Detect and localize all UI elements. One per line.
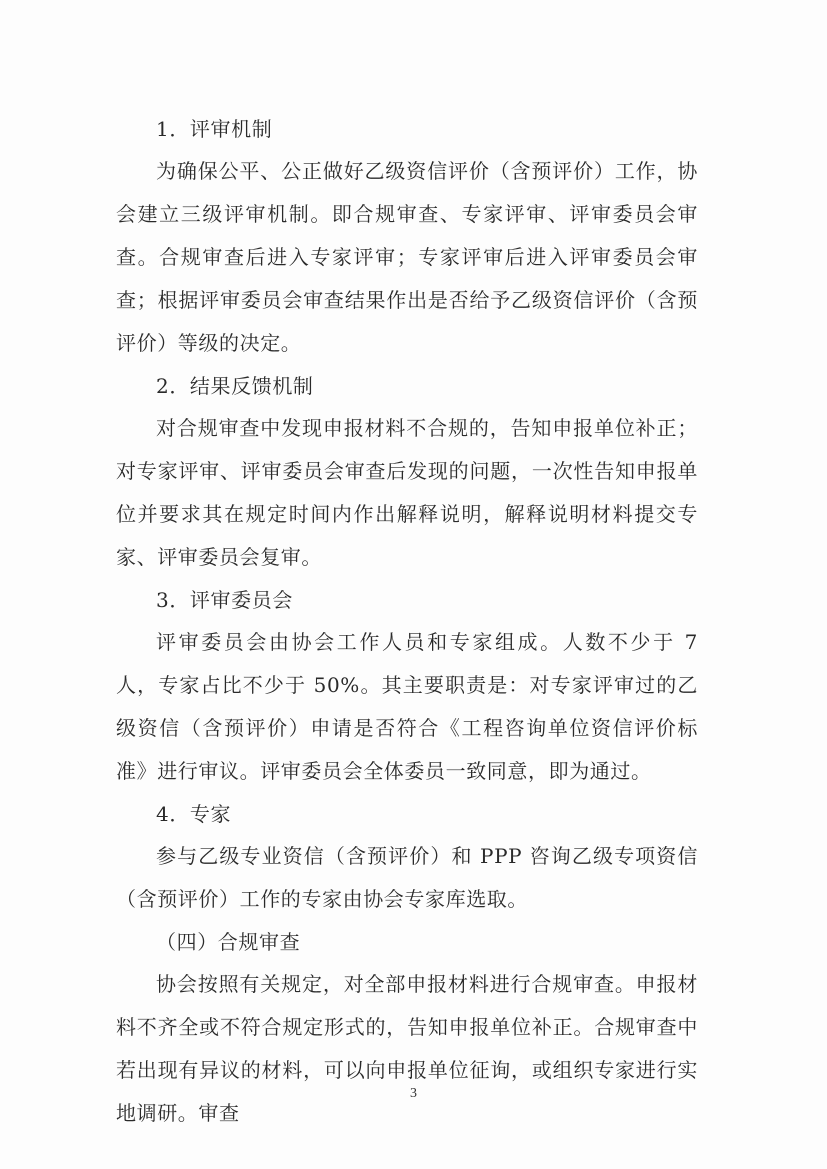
section-paragraph-feedback-mechanism: 对合规审查中发现申报材料不合规的，告知申报单位补正；对专家评审、评审委员会审查后发现的问题，一次性告知申报单位并要求其在规定时间内作出解释说明，解释说明材料提交专家、评审委员会复审。 [116, 416, 698, 569]
section-paragraph-experts: 参与乙级专业资信（含预评价）和 PPP 咨询乙级专项资信（含预评价）工作的专家由协会专家库选取。 [116, 844, 698, 911]
section-heading-experts: 4．专家 [156, 802, 232, 826]
section-heading-review-committee: 3．评审委员会 [156, 588, 293, 612]
section-heading-review-mechanism: 1．评审机制 [156, 117, 273, 141]
section-heading-feedback-mechanism: 2．结果反馈机制 [156, 374, 314, 398]
section-paragraph-review-mechanism: 为确保公平、公正做好乙级资信评价（含预评价）工作，协会建立三级评审机制。即合规审查、专家评审、评审委员会审查。合规审查后进入专家评审；专家评审后进入评审委员会审查；根据评审委员会审查结果作出是否给予乙级资信评价（含预评价）等级的决定。 [116, 159, 698, 355]
section-paragraph-review-committee: 评审委员会由协会工作人员和专家组成。人数不少于 7 人，专家占比不少于 50%。其主要职责是：对专家评审过的乙级资信（含预评价）申请是否符合《工程咨询单位资信评价标准》进行审议。评审委员会全体委员一致同意，即为通过。 [116, 630, 698, 783]
section-paragraph-compliance-review: 协会按照有关规定，对全部申报材料进行合规审查。申报材料不齐全或不符合规定形式的，告知申报单位补正。合规审查中若出现有异议的材料，可以向申报单位征询，或组织专家进行实地调研。审查 [116, 972, 698, 1125]
section-heading-compliance-review: （四）合规审查 [156, 930, 301, 954]
document-body [116, 108, 698, 1135]
page-number: 3 [410, 1086, 417, 1101]
